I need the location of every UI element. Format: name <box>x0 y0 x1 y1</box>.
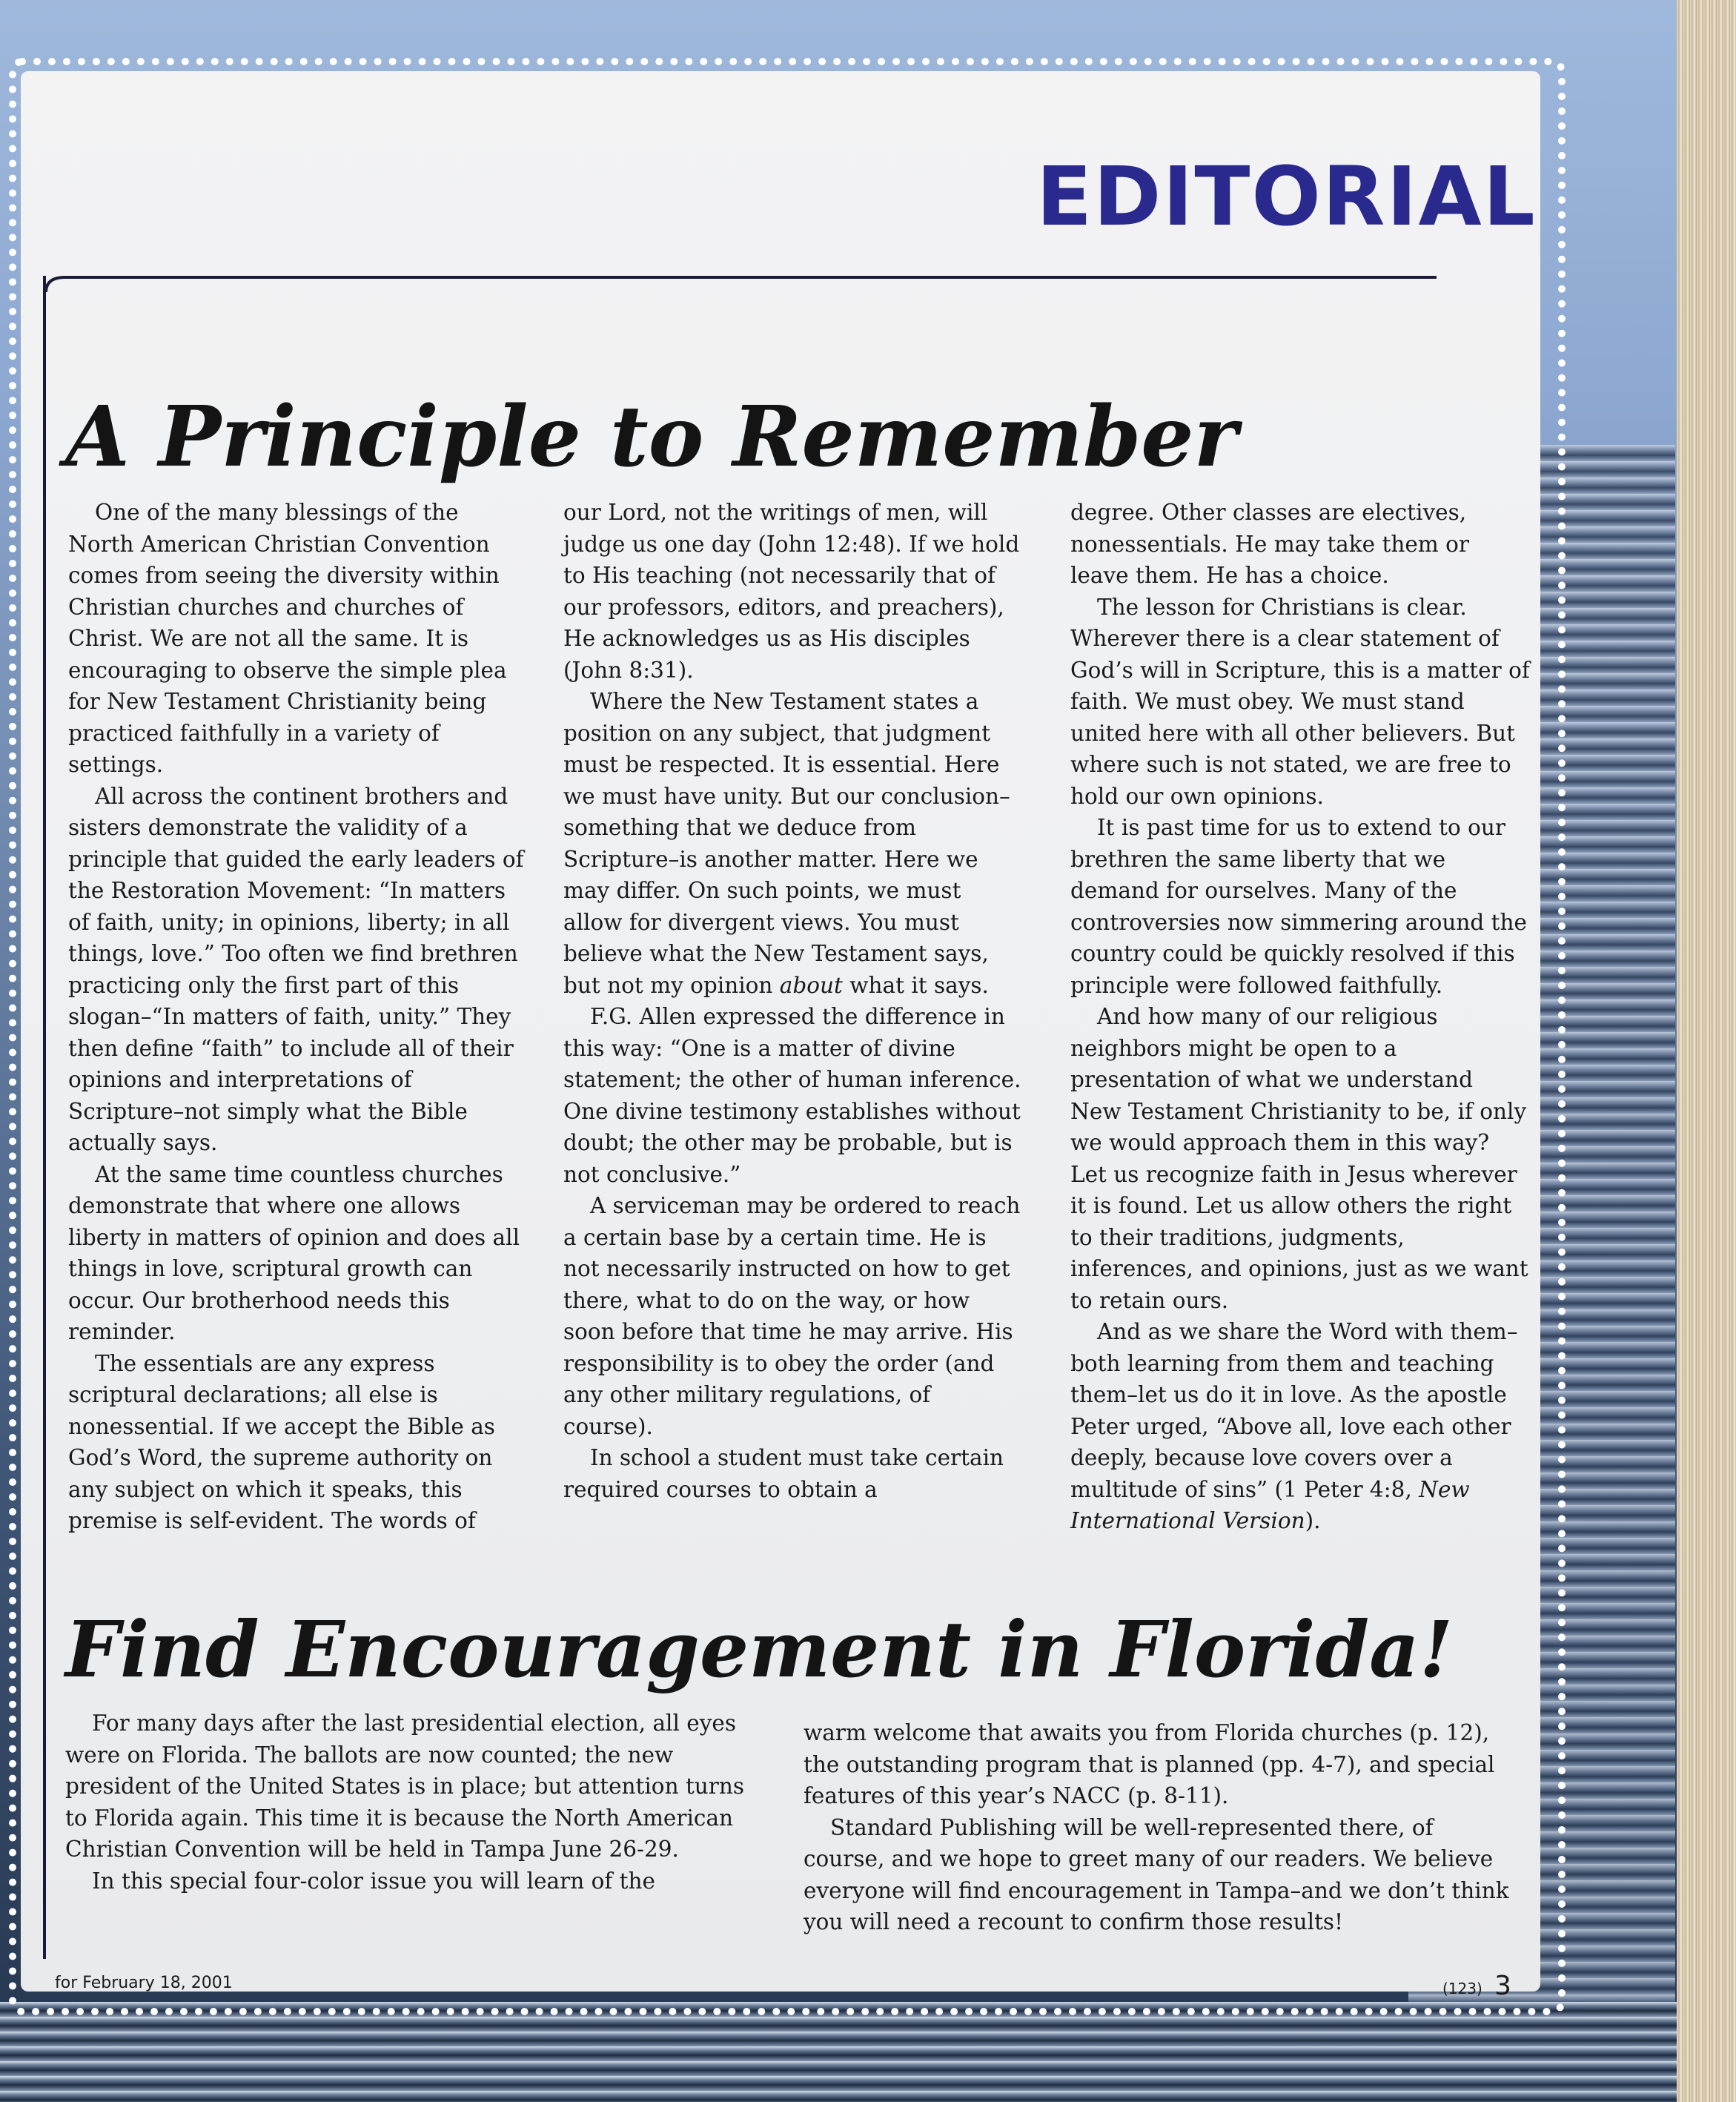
paragraph: One of the many blessings of the North American Christian Convention comes from seeing the diversity within Christian churches and churches of Christ. We are not all the same. It is encouraging to observe the simple plea for New Testament Christianity being practiced faithfully in a variety of settings. <box>68 500 507 777</box>
page-code: (123) <box>1442 1980 1482 1997</box>
paragraph: For many days after the last presidential election, all eyes were on Florida. The ballots are now counted; the new president of the United States is in place; but attention turns to Florida again. This time it is because the North American Christian Convention will be held in Tampa June 26-29. <box>65 1711 745 1862</box>
article2-column-2 <box>804 1717 1515 1938</box>
article-title: Find Encouragement in Florida! <box>65 1604 1454 1695</box>
section-header: EDITORIAL <box>1036 149 1537 244</box>
paragraph: Standard Publishing will be well-represented there, of course, and we hope to greet many of our readers. We believe everyone will find encouragement in Tampa–and we don’t think you will need a recount to confirm those results! <box>804 1814 1509 1934</box>
article-column-3 <box>1070 497 1530 1537</box>
article-column-1 <box>68 497 528 1537</box>
paragraph: And how many of our religious neighbors might be open to a presentation of what we understand New Testament Christianity to be, if only we would approach them in this way? Let us recognize faith in Jesus wherever it is found. Let us allow others the right to their traditions, judgments, inferences, and opinions, just as we want to retain ours. <box>1070 1004 1528 1313</box>
paragraph: degree. Other classes are electives, nonessentials. He may take them or leave them. He has a choice. <box>1070 500 1470 588</box>
emphasis-text: about <box>779 972 843 998</box>
header-rule <box>43 270 1429 271</box>
paragraph-text: Where the New Testament states a position on any subject, that judgment must be respected. It is essential. Here we must have unity. But our conclusion–something that we deduce from Scripture–is another matter. Here we may differ. On such points, we must allow for divergent views. You must believe what the New Testament says, but not my opinion <box>563 689 1010 998</box>
paragraph: All across the continent brothers and sisters demonstrate the validity of a principle that guided the early leaders of the Restoration Movement: “In matters of faith, unity; in opinions, liberty; in all things, love.” Too often we find brethren practicing only the first part of this slogan–“In matters of faith, unity.” They then define “faith” to include all of their opinions and interpretations of Scripture–not simply what the Bible actually says. <box>68 783 524 1155</box>
article-column-2 <box>563 497 1023 1505</box>
paragraph: The essentials are any express scriptural declarations; all else is nonessential. If we accept the Bible as God’s Word, the supreme authority on any subject on which it speaks, this premise is self-evident. The words of <box>68 1350 495 1533</box>
paragraph-text: ). <box>1305 1508 1321 1533</box>
issue-date: for February 18, 2001 <box>55 1974 233 1992</box>
paragraph <box>563 686 1023 1001</box>
emphasis-text: New International Version <box>1070 1476 1470 1533</box>
paragraph: F.G. Allen expressed the difference in this way: “One is a matter of divine statement; the other of human inference. One divine testimony establishes without doubt; the other may be probable, but is not conclusive.” <box>563 1004 1021 1187</box>
paragraph: In this special four-color issue you will learn of the <box>92 1868 655 1894</box>
paragraph: A serviceman may be ordered to reach a certain base by a certain time. He is not necessarily instructed on how to get there, what to do on the way, or how soon before that time he may arrive. His responsibility is to obey the order (and any other military regulations, of course). <box>563 1193 1021 1439</box>
article2-column-1 <box>65 1708 747 1897</box>
paragraph <box>1070 1316 1530 1537</box>
page-edge <box>1677 0 1736 2102</box>
sea-photo-bottom <box>0 2002 1736 2102</box>
left-rule <box>43 276 46 1959</box>
paragraph: our Lord, not the writings of men, will judge us one day (John 12:48). If we hold to His teaching (not necessarily that of our professors, editors, and preachers), He acknowledges us as His disciples (John 8:31). <box>563 500 1020 683</box>
page-number: 3 <box>1494 1971 1511 2001</box>
paragraph: It is past time for us to extend to our brethren the same liberty that we demand for ourselves. Many of the controversies now simmering around the country could be quickly resolved if this principle were followed faithfully. <box>1070 815 1527 998</box>
article-title: A Principle to Remember <box>65 389 1238 486</box>
paragraph: At the same time countless churches demonstrate that where one allows liberty in matters of opinion and does all things in love, scriptural growth can occur. Our brotherhood needs this reminder. <box>68 1161 520 1344</box>
paragraph-text: And as we share the Word with them–both learning from them and teaching them–let us do it in love. As the apostle Peter urged, “Above all, love each other deeply, because love covers over a multitude of sins” (1 Peter 4:8, <box>1070 1319 1518 1502</box>
paragraph: warm welcome that awaits you from Florida churches (p. 12), the outstanding program that is planned (pp. 4-7), and special features of this year’s NACC (p. 8-11). <box>804 1720 1495 1808</box>
paragraph: In school a student must take certain required courses to obtain a <box>563 1445 1004 1502</box>
paragraph: The lesson for Christians is clear. Wherever there is a clear statement of God’s will in Scripture, this is a matter of faith. We must obey. We must stand united here with all other believers. But where such is not stated, we are free to hold our own opinions. <box>1070 594 1530 809</box>
paragraph-text: what it says. <box>842 972 989 998</box>
